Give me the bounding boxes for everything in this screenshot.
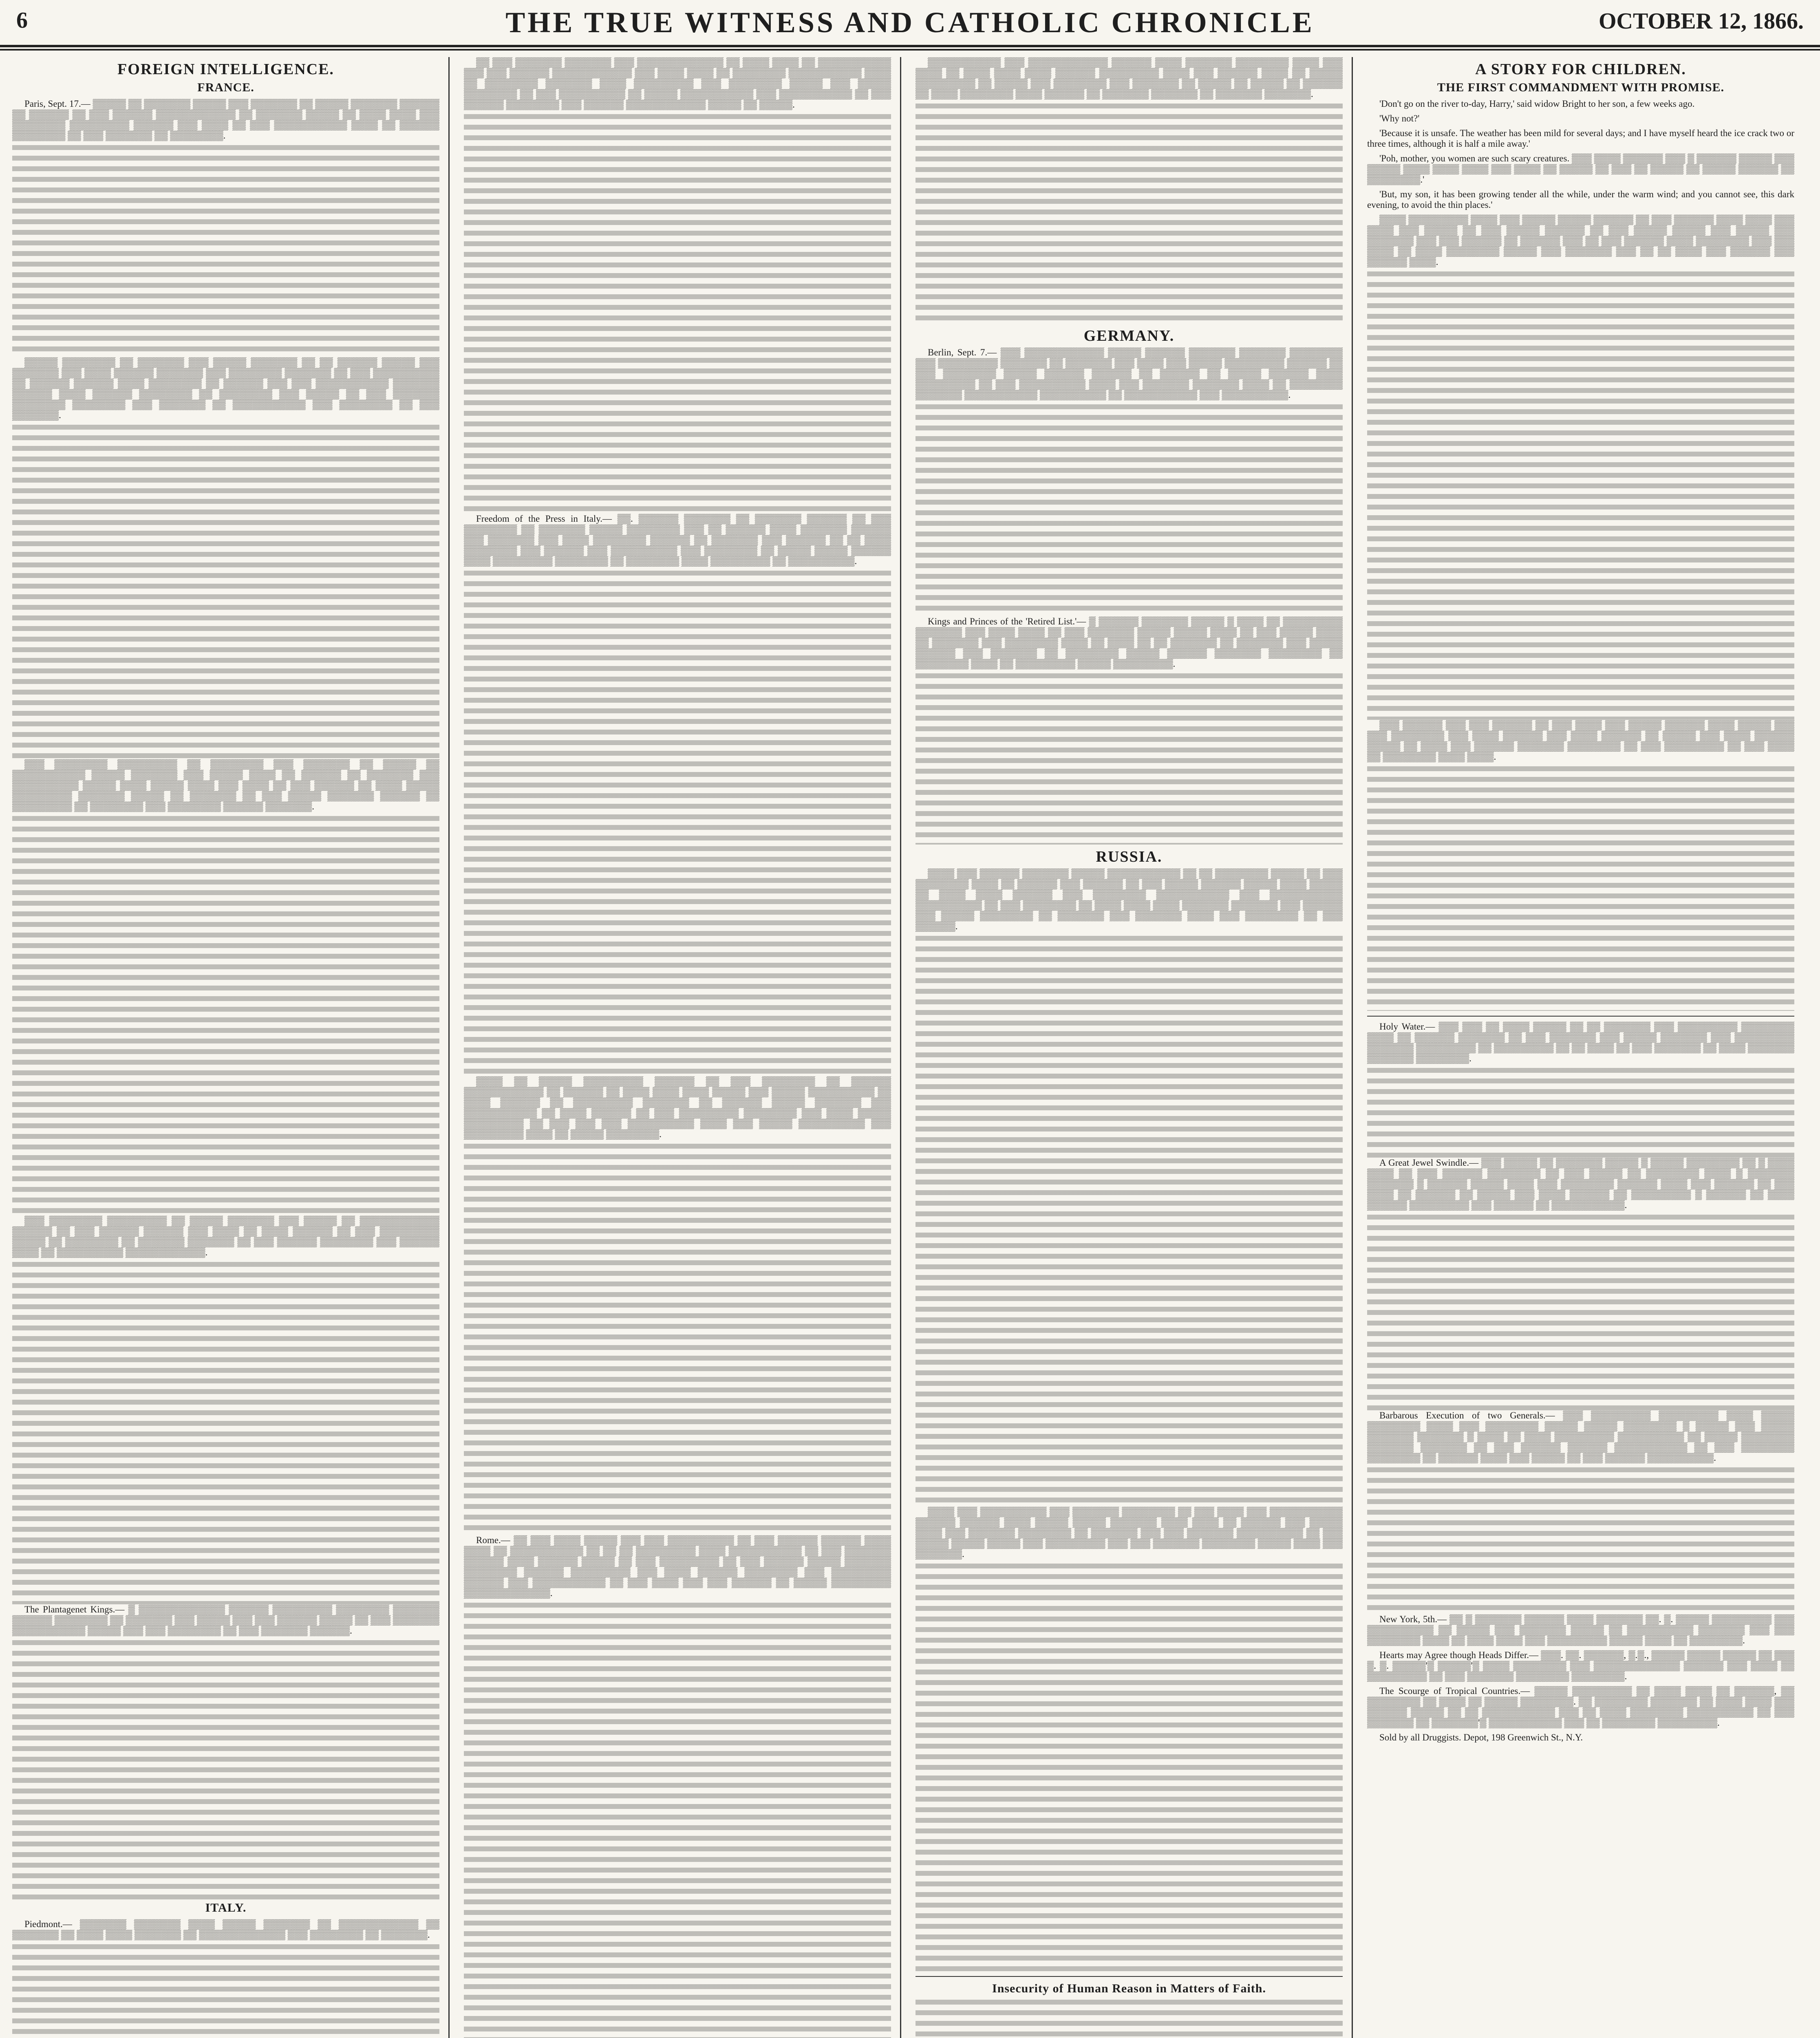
text-block bbox=[916, 673, 1343, 845]
story-paragraph: 'Why not?' bbox=[1379, 113, 1420, 124]
section-heading: RUSSIA. bbox=[1096, 848, 1163, 865]
newspaper-title: THE TRUE WITNESS AND CATHOLIC CHRONICLE bbox=[505, 6, 1315, 39]
article-paragraph: Rome.— ▒▒ ▒▒▒ ▒▒▒▒ ▒▒▒▒▒ ▒▒▒ ▒▒▒ ▒▒▒▒▒▒▒▒▒▒ ▒▒ ▒▒▒ ▒▒▒▒▒▒ ▒▒▒▒▒▒ ▒▒▒▒ ▒▒▒▒ ▒▒ ▒▒▒▒▒▒▒▒▒▒▒ ▒▒ ▒▒ ▒▒ ▒▒▒▒▒▒▒▒▒ ▒▒▒▒ ▒▒▒▒▒▒▒▒▒▒▒ ▒▒ ▒▒▒ ▒▒▒▒▒▒▒ ▒▒▒▒▒▒ ▒▒▒▒ ▒▒▒▒▒▒ ▒▒▒▒▒ ▒▒ ▒▒▒ ▒▒▒▒▒▒▒▒▒ ▒▒ ▒▒▒ ▒▒▒▒▒▒ ▒▒▒▒▒ ▒▒▒▒▒▒▒ ▒▒▒▒▒▒▒▒ ▒▒▒▒▒▒ ▒▒▒▒▒▒▒▒▒ ▒▒▒ ▒▒▒▒ ▒▒▒▒▒▒ ▒▒▒▒▒▒▒▒ ▒▒▒ ▒▒▒▒▒▒▒▒▒ ▒▒▒▒▒▒ ▒▒▒ ▒▒▒▒▒▒▒▒▒▒▒ ▒▒ ▒▒▒ ▒▒▒▒ ▒▒▒ ▒▒▒ ▒▒▒▒▒▒ ▒▒ ▒▒▒▒▒ ▒▒▒▒▒▒▒▒▒ ▒▒▒▒▒▒▒▒▒▒▒▒▒. bbox=[464, 1535, 891, 1598]
article-paragraph: Paris, Sept. 17.— ▒▒▒▒▒ ▒▒ ▒▒▒▒▒▒▒ ▒▒▒▒▒ ▒▒▒ ▒▒▒▒▒▒▒ ▒▒ ▒▒▒▒▒ ▒▒▒▒▒▒▒ ▒▒▒▒▒▒ ▒▒ ▒▒▒▒▒▒ ▒▒ ▒▒▒ ▒▒▒▒▒▒ ▒▒▒▒▒▒▒▒▒▒▒▒ ▒▒ ▒▒▒▒▒▒▒ ▒▒▒▒▒ ▒▒ ▒▒▒▒ ▒▒▒▒ ▒▒▒ ▒▒▒▒▒▒▒▒ ▒▒▒▒▒▒▒▒▒ ▒▒▒▒▒▒ ▒▒▒ ▒▒▒▒ ▒▒ ▒▒▒ ▒▒▒▒▒▒▒▒▒▒▒ ▒▒▒▒ ▒▒ ▒▒▒▒▒▒ ▒▒▒▒▒▒▒▒ ▒▒ ▒▒▒ ▒▒▒▒▒▒▒ ▒▒ ▒▒▒▒▒▒▒▒. bbox=[12, 99, 439, 141]
column-rule bbox=[900, 57, 901, 2038]
issue-date: OCTOBER 12, 1866. bbox=[1598, 9, 1804, 34]
text-block bbox=[916, 1564, 1343, 1971]
subsection-heading: Insecurity of Human Reason in Matters of Faith. bbox=[992, 1982, 1266, 1995]
text-block bbox=[916, 404, 1343, 616]
text-block bbox=[464, 1603, 891, 2038]
story-paragraph: ▒▒▒▒ ▒▒▒▒▒▒▒▒▒ ▒▒▒▒ ▒▒▒ ▒▒▒▒▒ ▒▒▒▒▒ ▒▒▒▒▒▒ ▒▒ ▒▒▒ ▒▒▒▒▒▒ ▒▒▒▒ ▒▒▒▒ ▒▒▒ ▒▒▒▒ ▒▒▒ ▒▒▒▒▒ ▒▒ ▒▒▒ ▒▒▒▒▒ ▒▒▒▒▒▒ ▒▒ ▒▒▒ ▒▒▒▒▒ ▒▒▒▒▒ ▒▒▒ ▒▒▒▒▒ ▒▒▒ ▒▒▒▒▒▒▒ ▒▒▒ ▒▒▒ ▒▒▒▒▒▒ ▒▒ ▒▒▒▒▒▒ ▒▒▒ ▒▒ ▒▒▒ ▒▒▒▒▒▒ ▒▒▒▒ ▒▒▒▒▒▒▒▒ ▒▒▒ ▒▒▒ ▒▒▒▒ ▒▒ ▒▒▒▒ ▒▒▒▒▒▒▒▒ ▒▒▒▒▒ ▒▒▒ ▒▒▒▒▒▒▒ ▒▒▒ ▒▒ ▒▒ ▒▒▒▒ ▒▒▒ ▒▒▒▒▒▒ ▒▒▒ ▒▒▒▒▒▒ ▒▒▒▒. bbox=[1367, 214, 1794, 267]
article-paragraph: Piedmont.— ▒▒▒▒▒▒▒ ▒▒▒▒▒▒▒ ▒▒▒▒ ▒▒▒▒▒ ▒▒▒▒▒▒▒ ▒▒ ▒▒▒▒▒▒▒▒▒▒▒▒ ▒▒ ▒▒▒▒▒▒▒ ▒▒ ▒▒▒▒ ▒▒▒▒ ▒▒▒▒▒▒▒ ▒▒ ▒▒▒▒▒▒▒▒▒▒▒▒▒ ▒▒▒ ▒▒▒▒▒▒▒▒ ▒▒ ▒▒▒▒▒▒▒. bbox=[12, 1919, 439, 1940]
article-paragraph: ▒▒▒▒ ▒▒▒ ▒▒▒▒▒▒ ▒▒▒▒▒▒▒ ▒▒▒▒▒ ▒▒▒▒▒▒▒▒▒▒▒ ▒▒ ▒▒ ▒▒▒▒▒▒▒▒ ▒▒▒▒▒ ▒▒ ▒▒▒ ▒▒▒▒▒▒▒▒ ▒▒▒▒ ▒▒ ▒▒▒▒▒▒ ▒▒▒ ▒▒▒▒▒▒ ▒▒ ▒▒▒ ▒▒▒▒▒ ▒▒▒▒▒▒ ▒▒▒▒▒ ▒▒▒▒ ▒▒▒▒▒ ▒▒ ▒▒▒▒ ▒▒▒▒ ▒▒▒▒▒▒ ▒▒▒ ▒▒▒▒▒▒▒▒ ▒▒▒▒▒▒▒▒▒▒▒ ▒▒▒ ▒▒▒▒▒▒▒▒▒▒▒ ▒▒▒▒▒▒▒▒▒▒ ▒▒ ▒▒▒ ▒▒▒▒▒▒▒▒ ▒▒ ▒▒▒▒ ▒▒▒▒ ▒▒▒▒ ▒▒▒▒▒▒▒ ▒▒▒▒▒▒▒ ▒▒▒ ▒▒▒▒▒▒ ▒▒▒ ▒▒▒▒▒ ▒▒▒▒▒▒▒▒ ▒▒ ▒▒▒▒▒▒▒ ▒▒▒ ▒▒▒▒▒▒▒ ▒▒▒▒ ▒▒▒ ▒▒▒▒▒▒▒▒ ▒▒ ▒▒▒ ▒▒▒▒▒▒. bbox=[916, 868, 1343, 931]
story-paragraph: ▒▒▒ ▒▒▒▒▒▒ ▒▒▒ ▒▒▒ ▒▒▒▒▒▒ ▒▒ ▒▒▒ ▒▒▒▒ ▒▒▒ ▒▒▒▒▒ ▒▒▒▒▒▒ ▒▒▒▒ ▒▒▒▒▒ ▒▒▒ ▒▒▒ ▒▒▒▒▒▒▒▒ ▒▒▒ ▒▒▒▒ ▒▒▒▒▒▒ ▒▒▒ ▒▒▒▒ ▒▒▒▒▒▒ ▒▒ ▒▒▒▒▒ ▒▒▒ ▒▒▒▒ ▒▒▒▒▒▒ ▒▒▒▒▒ ▒▒ ▒▒▒▒ ▒▒▒ ▒▒▒▒▒▒ ▒▒▒▒▒▒▒ ▒▒▒▒▒▒▒▒ ▒▒ ▒▒▒ ▒▒▒▒▒▒▒▒▒ ▒▒ ▒▒▒ ▒▒▒▒ ▒▒ ▒▒▒▒▒▒▒▒ ▒▒▒▒ ▒▒▒▒. bbox=[1367, 720, 1794, 762]
text-block bbox=[916, 2000, 1343, 2038]
text-block bbox=[916, 936, 1343, 1506]
text-block bbox=[1367, 1467, 1794, 1614]
column-4 bbox=[1367, 57, 1794, 2038]
article-paragraph: ▒▒ ▒▒▒ ▒▒▒▒▒▒▒ ▒▒▒▒▒▒▒ ▒▒▒ ▒▒▒▒▒▒▒▒▒▒▒▒▒ ▒▒ ▒▒▒▒ ▒▒▒▒ ▒▒ ▒▒▒▒▒▒▒▒▒▒▒ ▒▒▒ ▒▒▒ ▒▒▒▒▒▒ ▒▒▒▒▒▒▒▒▒▒▒▒ ▒▒▒ ▒▒▒▒ ▒▒▒▒ ▒▒ ▒▒▒▒▒▒▒▒ ▒▒▒▒▒▒▒▒▒▒▒ ▒▒▒▒ ▒▒ ▒▒▒▒▒▒▒▒ ▒▒▒▒▒▒▒ ▒▒▒▒ ▒▒▒▒▒▒▒▒▒ ▒▒▒ ▒▒▒▒▒▒▒▒ ▒▒▒▒▒ ▒▒▒ ▒▒▒▒▒ ▒▒▒▒▒▒▒▒ ▒▒ ▒▒▒ ▒▒▒▒▒▒▒▒▒▒ ▒▒ ▒▒▒▒▒ ▒▒▒▒▒▒▒▒▒▒▒ ▒▒▒ ▒▒▒▒▒▒▒▒▒▒▒ ▒▒ ▒▒▒ ▒▒▒▒▒▒ ▒▒▒▒▒▒▒▒ ▒▒▒ ▒▒▒▒▒▒ ▒▒▒▒▒▒▒▒▒▒▒▒ ▒▒▒▒▒ ▒▒ ▒▒▒▒▒. bbox=[464, 57, 891, 110]
article-paragraph: Barbarous Execution of two Generals.— ▒▒▒ ▒▒▒▒▒▒▒▒▒ ▒▒▒▒▒▒▒▒▒ ▒▒▒▒ ▒▒▒▒▒ ▒▒▒▒▒▒▒▒ ▒▒▒▒ ▒▒▒ ▒▒▒▒▒▒▒▒ ▒▒▒▒▒ ▒▒▒▒▒ ▒▒▒▒▒▒▒▒ ▒ ▒▒▒▒▒ ▒▒▒ ▒▒▒▒▒ ▒▒▒▒▒▒▒ ▒▒▒▒▒▒▒ ▒ ▒▒▒▒ ▒▒ ▒▒▒▒ ▒▒▒▒▒▒▒▒▒ ▒▒▒▒▒▒▒▒▒▒ ▒▒ ▒▒▒▒▒ ▒▒▒▒▒▒▒▒ ▒▒▒▒▒▒▒ ▒▒▒▒▒▒▒ ▒▒ ▒▒▒ ▒▒▒▒▒▒ ▒▒▒▒▒▒ ▒▒▒▒▒▒▒▒▒▒▒ ▒▒ ▒▒▒ ▒▒▒▒▒▒▒▒ ▒▒▒▒▒▒▒▒ ▒▒ ▒▒▒▒▒▒ ▒▒▒▒ ▒▒▒ ▒▒▒▒▒ ▒▒ ▒▒▒ ▒▒▒▒▒▒ ▒▒▒▒▒▒▒▒▒▒. bbox=[1367, 1410, 1794, 1463]
text-block bbox=[916, 104, 1343, 324]
article-paragraph: ▒▒▒ ▒▒▒▒▒▒▒▒ ▒▒▒▒▒▒▒▒▒ ▒▒ ▒▒▒▒▒▒▒▒ ▒▒▒ ▒▒▒▒▒▒▒ ▒▒ ▒▒▒▒▒ ▒▒ ▒▒▒▒▒▒▒▒▒▒▒ ▒▒▒▒▒ ▒▒▒▒▒▒▒ ▒▒▒ ▒▒▒▒▒ ▒▒▒▒ ▒▒ ▒▒▒▒▒▒ ▒▒ ▒▒▒▒▒▒▒ ▒▒▒ ▒▒▒▒▒▒▒▒▒▒ ▒▒▒▒▒ ▒▒▒▒ ▒▒▒▒▒ ▒▒▒▒ ▒▒▒ ▒▒▒▒ ▒▒ ▒▒▒ ▒▒▒▒▒▒ ▒▒ ▒▒▒▒ ▒▒▒▒▒ ▒▒▒▒▒▒▒▒▒ ▒▒▒▒▒▒▒ ▒▒▒▒▒ ▒▒ ▒▒▒▒▒▒▒ ▒▒ ▒▒▒ ▒▒▒▒▒ ▒▒▒▒▒▒▒ ▒▒▒▒▒▒ ▒▒ ▒▒▒▒▒▒▒▒▒ ▒▒ ▒▒▒▒▒▒▒▒ ▒▒▒ ▒▒▒▒▒▒▒▒ ▒▒▒▒▒▒ ▒▒▒▒▒▒▒. bbox=[12, 759, 439, 812]
story-paragraph: 'Poh, mother, you women are such scary creatures. ▒▒▒ ▒▒▒▒ ▒▒▒▒▒▒ ▒▒▒ ▒ ▒▒▒▒▒▒ ▒▒▒▒▒ ▒▒▒ ▒▒▒▒▒ ▒▒▒▒ ▒▒▒▒ ▒▒▒▒ ▒▒▒ ▒▒▒▒ ▒▒ ▒▒▒▒▒ ▒▒ ▒▒▒ ▒▒ ▒▒▒▒▒ ▒▒ ▒▒▒▒▒ ▒▒▒▒▒▒ ▒▒ ▒▒▒▒▒▒▒▒.' bbox=[1367, 153, 1794, 185]
text-block bbox=[464, 1144, 891, 1535]
column-1 bbox=[12, 57, 439, 2038]
column-3 bbox=[916, 57, 1343, 2038]
article-paragraph: ▒▒▒▒▒ ▒▒▒▒▒▒▒▒ ▒▒ ▒▒▒▒▒▒▒ ▒▒▒ ▒▒▒▒▒ ▒▒▒▒▒▒▒ ▒▒ ▒▒ ▒▒▒▒▒▒ ▒▒▒▒▒ ▒▒▒ ▒▒▒▒▒▒▒ ▒▒▒ ▒▒▒▒ ▒▒▒▒▒▒ ▒▒▒▒▒▒▒ ▒▒▒ ▒▒▒▒▒▒▒▒ ▒▒▒▒▒▒▒ ▒▒ ▒▒▒ ▒▒▒▒▒▒▒▒▒▒ ▒▒ ▒▒▒▒▒▒ ▒▒▒▒▒▒ ▒▒▒▒ ▒▒▒▒▒▒▒▒ ▒▒ ▒▒▒▒▒▒ ▒▒▒ ▒▒▒ ▒▒▒▒▒▒▒▒▒▒▒ ▒▒▒▒▒▒▒ ▒▒▒▒▒▒ ▒▒▒▒ ▒▒▒▒▒▒ ▒▒▒▒▒▒▒▒ ▒▒ ▒▒▒▒▒▒▒▒ ▒▒▒ ▒▒▒▒▒ ▒▒ ▒▒▒ ▒▒▒▒▒▒▒ ▒▒▒▒▒▒▒▒ ▒▒▒▒▒▒▒▒ ▒▒▒ ▒▒▒▒▒▒▒ ▒▒ ▒▒▒▒▒▒▒▒▒▒▒ ▒▒▒ ▒▒▒▒▒▒▒▒ ▒▒ ▒▒▒ ▒▒▒▒▒▒▒. bbox=[12, 357, 439, 420]
column-rule bbox=[448, 57, 450, 2038]
article-paragraph: New York, 5th.— ▒▒ ▒ ▒▒▒▒▒▒▒ ▒▒▒▒▒▒ ▒▒▒▒ ▒▒▒▒▒▒▒ ▒▒. ▒. ▒▒▒▒▒ ▒▒▒▒▒▒▒▒▒ ▒▒▒ ▒▒▒▒▒▒▒▒▒▒ ▒▒ ▒▒▒▒▒ ▒▒▒ ▒▒▒▒▒▒▒ ▒▒▒▒▒ ▒▒ ▒▒▒▒▒▒▒▒▒▒ ▒▒▒▒▒▒▒ ▒▒▒ ▒▒▒ ▒▒▒▒▒▒▒▒ ▒▒▒▒ ▒▒ ▒▒▒▒ ▒▒▒▒ ▒▒▒ ▒▒▒▒▒▒▒▒▒ ▒▒▒▒▒ ▒▒▒▒ ▒▒ ▒▒▒▒▒▒▒▒. bbox=[1367, 1614, 1794, 1645]
article-paragraph: Hearts may Agree though Heads Differ.— ▒▒▒. ▒▒. ▒▒▒▒▒▒, ▒.▒., ▒▒▒▒▒ ▒▒▒▒▒ ▒▒▒▒▒ ▒▒ ▒▒▒ ▒. ▒. ▒▒▒▒▒'▒ ▒▒▒▒▒'▒ ▒▒▒▒ ▒▒▒▒▒▒▒▒ ▒▒▒ ▒▒▒▒▒▒▒▒▒▒▒▒▒ ▒▒▒▒▒▒ ▒▒▒ ▒▒▒▒ ▒▒ ▒▒▒▒▒▒▒▒▒ ▒▒ ▒▒▒ ▒▒▒▒▒▒▒ ▒▒▒▒▒▒▒▒ ▒▒▒▒▒▒▒▒. bbox=[1367, 1650, 1794, 1681]
subsection-heading: FRANCE. bbox=[197, 81, 254, 94]
text-block bbox=[1367, 271, 1794, 720]
text-block bbox=[1367, 1068, 1794, 1158]
text-block bbox=[12, 1640, 439, 1901]
article-divider bbox=[916, 1976, 1343, 1977]
article-paragraph: Kings and Princes of the 'Retired List.'— ▒ ▒▒▒▒▒▒ ▒▒▒▒▒▒▒ ▒▒▒▒▒ ▒ ▒▒▒▒ ▒▒ ▒▒▒▒▒▒▒▒▒ ▒▒▒▒▒▒▒ ▒▒▒ ▒▒▒▒ ▒▒▒▒ ▒▒ ▒▒▒ ▒▒▒▒▒▒▒ ▒▒▒▒▒ ▒▒▒▒▒ ▒▒▒▒ ▒▒ ▒▒▒ ▒▒▒▒▒ ▒▒▒▒ ▒▒ ▒▒▒▒▒▒▒ ▒▒▒ ▒▒▒▒▒▒▒▒ ▒▒▒▒ ▒▒ ▒▒▒▒ ▒▒ ▒▒ ▒▒▒▒▒▒▒ ▒▒ ▒▒▒▒▒▒▒ ▒▒▒ ▒▒▒▒▒ ▒▒▒▒▒▒ ▒▒▒ ▒▒▒▒▒▒▒ ▒▒ ▒▒▒▒▒▒▒▒ ▒▒▒▒▒ ▒▒▒▒▒▒ ▒▒▒▒▒▒▒ ▒▒▒▒▒▒▒▒ ▒▒ ▒▒▒▒▒▒▒▒ ▒▒▒▒ ▒▒ ▒▒▒▒▒▒▒▒▒ ▒▒▒▒▒ ▒▒▒▒▒▒▒▒▒. bbox=[916, 616, 1343, 669]
section-heading: A STORY FOR CHILDREN. bbox=[1475, 61, 1686, 78]
article-paragraph: Holy Water.— ▒▒▒ ▒▒▒ ▒▒ ▒▒▒▒ ▒▒▒▒▒ ▒▒ ▒▒ ▒▒▒▒▒▒▒ ▒▒▒ ▒▒▒▒▒▒▒▒▒ ▒▒▒▒▒▒▒▒ ▒▒▒▒ ▒▒ ▒▒▒▒▒▒ ▒▒▒▒▒▒▒ ▒▒ ▒▒▒ ▒▒▒▒▒▒▒ ▒▒▒ ▒▒▒▒▒ ▒▒▒▒▒▒▒ ▒▒▒ ▒▒▒▒▒▒▒▒▒ ▒▒▒▒▒▒▒ ▒▒▒▒▒▒▒▒▒ ▒▒ ▒▒▒▒▒▒▒▒▒ ▒▒ ▒▒ ▒▒▒▒ ▒▒ ▒▒▒ ▒▒▒▒▒▒▒ ▒▒ ▒▒▒▒ ▒▒▒▒▒▒▒ ▒▒▒▒▒▒▒ ▒▒▒▒▒▒▒▒. bbox=[1367, 1021, 1794, 1063]
text-block bbox=[464, 114, 891, 514]
text-block bbox=[464, 571, 891, 1076]
text-block bbox=[12, 145, 439, 357]
masthead bbox=[0, 0, 1820, 47]
article-paragraph: The Scourge of Tropical Countries.— ▒▒▒▒▒ ▒▒▒▒▒▒▒▒▒ ▒▒ ▒▒▒▒ ▒▒▒▒ ▒▒ ▒▒▒▒▒▒, ▒▒ ▒▒▒▒▒▒▒▒ ▒▒ ▒▒▒▒ ▒▒ ▒▒▒▒▒ ▒▒▒▒▒▒▒▒. ▒▒ ▒▒▒▒▒▒▒▒ ▒▒▒▒▒▒▒ ▒▒ ▒▒▒▒ ▒▒▒▒ ▒▒▒ ▒▒▒▒▒▒ ▒▒▒▒▒ ▒▒ ▒▒ ▒▒▒▒▒▒▒▒▒▒▒ ▒▒▒ ▒▒ ▒▒▒▒ ▒▒▒▒▒▒▒▒ ▒▒▒▒▒▒▒▒▒▒ ▒▒ ▒▒▒ ▒▒▒▒▒▒▒ ▒▒ ▒▒▒▒▒▒▒'▒ ▒▒▒▒▒▒▒▒▒▒▒ ▒▒▒ ▒▒ ▒▒▒▒▒▒▒▒ ▒▒▒▒▒▒▒▒▒. bbox=[1367, 1686, 1794, 1728]
section-heading: GERMANY. bbox=[1083, 327, 1175, 344]
subsection-heading: ITALY. bbox=[205, 1901, 247, 1914]
column-2 bbox=[464, 57, 891, 2038]
page-number: 6 bbox=[16, 8, 28, 33]
text-block bbox=[1367, 1215, 1794, 1410]
text-block bbox=[12, 816, 439, 1215]
subsection-heading: THE FIRST COMMANDMENT WITH PROMISE. bbox=[1437, 81, 1725, 94]
story-paragraph: 'Because it is unsafe. The weather has been mild for several days; and I have myself heard the ice crack two or three times, although it is half a mile away.' bbox=[1367, 128, 1794, 149]
text-block bbox=[12, 1944, 439, 2038]
text-block bbox=[12, 425, 439, 759]
article-divider bbox=[1367, 1016, 1794, 1017]
article-paragraph: Freedom of the Press in Italy.— ▒▒. ▒▒▒▒▒▒ ▒▒▒▒▒▒▒ ▒▒ ▒▒▒▒▒▒▒ ▒▒▒▒▒▒ ▒▒ ▒▒▒ ▒▒▒▒▒▒▒▒ ▒▒ ▒▒▒▒▒▒▒ ▒▒▒▒▒ ▒▒▒▒▒▒▒▒ ▒▒▒ ▒▒ ▒▒▒▒▒▒ ▒▒▒▒ ▒▒▒▒▒▒▒ ▒▒▒▒▒▒ ▒▒▒ ▒▒▒▒▒▒▒ ▒▒▒ ▒▒▒▒ ▒▒▒▒▒▒▒▒ ▒▒▒▒▒▒ ▒▒ ▒▒▒▒▒▒▒ ▒▒▒ ▒▒▒▒▒▒ ▒▒ ▒▒ ▒▒▒▒ ▒▒▒▒▒▒▒▒ ▒▒▒ ▒▒▒▒▒▒ ▒▒▒ ▒▒▒▒▒▒▒▒▒▒ ▒▒▒ ▒▒▒▒▒▒▒▒ ▒▒ ▒▒▒▒▒ ▒▒▒▒▒ ▒▒▒▒▒▒ ▒▒▒▒ ▒▒▒▒▒▒▒▒▒ ▒▒▒▒▒▒▒▒ ▒▒ ▒▒▒▒▒▒▒▒ ▒▒▒▒ ▒▒▒▒▒▒▒▒▒ ▒▒ ▒▒▒▒▒▒▒▒▒▒. bbox=[464, 514, 891, 566]
article-paragraph: The Plantagenet Kings.— ▒ ▒▒▒▒▒▒▒▒▒▒▒▒▒ ▒▒▒▒▒▒ ▒▒▒▒▒▒▒▒▒ ▒▒▒▒▒▒▒▒ ▒▒▒▒▒▒▒ ▒▒▒▒▒▒ ▒▒▒▒▒▒▒▒ ▒▒ ▒▒▒▒▒▒▒ ▒▒▒ ▒▒▒▒▒ ▒▒▒ ▒▒▒ ▒▒▒▒▒▒ ▒▒▒▒▒ ▒▒ ▒▒▒ ▒▒▒▒▒▒▒ ▒▒▒▒▒▒▒▒▒▒▒ ▒▒▒▒▒ ▒▒▒ ▒▒▒ ▒▒▒▒▒▒▒▒ ▒▒ ▒▒▒ ▒▒▒▒▒▒▒ ▒▒▒▒▒▒. bbox=[12, 1604, 439, 1636]
article-paragraph: ▒▒▒▒ ▒▒▒ ▒▒▒▒▒▒▒▒▒▒ ▒▒▒ ▒▒▒▒▒▒▒ ▒▒▒▒▒▒▒▒ ▒▒ ▒▒▒ ▒▒▒▒ ▒▒▒ ▒▒▒▒▒▒▒▒▒▒▒ ▒▒▒▒▒▒ ▒▒▒▒▒▒ ▒▒▒▒ ▒▒▒▒▒ ▒▒▒▒▒ ▒▒▒▒▒▒▒ ▒▒▒▒ ▒▒▒▒ ▒▒ ▒▒▒▒▒▒ ▒▒▒ ▒▒▒▒▒ ▒▒▒▒ ▒▒▒ ▒▒▒▒▒▒▒ ▒▒▒▒▒▒▒▒ ▒▒ ▒▒▒▒▒▒▒ ▒▒▒ ▒▒▒ ▒▒▒▒▒▒▒ ▒▒▒▒▒▒▒▒▒▒ ▒▒ ▒▒▒ ▒▒▒▒▒ ▒▒▒▒▒ ▒▒▒▒▒ ▒▒▒ ▒▒▒▒▒▒▒▒▒ ▒▒▒ ▒▒▒ ▒▒▒▒▒▒▒ ▒▒▒▒▒▒▒▒ ▒▒▒▒▒ ▒▒▒▒ ▒▒▒ ▒▒▒▒▒▒▒. bbox=[916, 1506, 1343, 1559]
story-paragraph: 'But, my son, it has been growing tender all the while, under the warm wind; and you cannot see, this dark evening, to avoid the thin places.' bbox=[1367, 189, 1794, 210]
advertisement-text: Sold by all Druggists. Depot, 198 Greenwich St., N.Y. bbox=[1379, 1732, 1583, 1742]
article-paragraph: Berlin, Sept. 7.— ▒▒▒ ▒▒▒▒▒▒▒▒▒▒▒▒ ▒▒▒▒▒ ▒▒▒▒▒▒ ▒▒▒▒▒▒▒ ▒▒▒▒▒▒▒ ▒▒▒▒▒▒▒▒ ▒▒▒ ▒▒▒▒▒▒▒▒▒ ▒▒▒▒▒▒▒ ▒▒ ▒▒▒▒▒▒▒ ▒▒▒ ▒▒▒▒ ▒▒▒ ▒▒▒▒▒ ▒▒▒▒▒▒▒▒▒ ▒▒▒▒▒▒ ▒▒ ▒▒▒ ▒▒▒▒▒▒▒▒ ▒▒▒▒▒ ▒▒▒▒▒▒ ▒▒▒▒▒▒ ▒▒ ▒▒▒▒▒▒ ▒▒ ▒▒▒▒▒ ▒▒▒▒▒▒ ▒▒▒▒ ▒▒▒▒▒▒▒▒▒ ▒▒ ▒▒▒ ▒▒▒▒▒▒▒▒▒▒ ▒▒▒▒ ▒▒▒ ▒▒▒▒▒▒▒ ▒▒▒▒▒▒▒ ▒▒▒▒ ▒▒ ▒▒▒▒▒▒▒▒ ▒▒▒▒▒▒▒ ▒▒▒▒▒▒▒▒▒▒▒ ▒▒▒▒▒▒▒▒▒▒ ▒▒ ▒▒▒▒▒▒▒▒▒▒▒ ▒▒▒ ▒▒▒▒▒▒▒▒▒▒. bbox=[916, 347, 1343, 400]
masthead-rule bbox=[0, 49, 1820, 51]
text-block bbox=[12, 1262, 439, 1604]
article-paragraph: A Great Jewel Swindle.— ▒▒▒ ▒▒▒▒▒ ▒▒ ▒▒▒▒▒▒▒ ▒▒▒▒▒ ▒ ▒▒▒▒▒ ▒▒▒▒▒▒▒▒ ▒▒ ▒ ▒▒▒▒ ▒▒▒▒ ▒▒ ▒▒▒ ▒▒▒▒▒▒ ▒▒▒▒▒▒▒▒ ▒▒ ▒▒▒ ▒▒▒▒▒ ▒▒ ▒▒▒▒▒▒▒▒ ▒▒▒▒ ▒ ▒▒▒▒▒▒▒ ▒▒▒▒▒▒▒ ▒ ▒▒▒▒▒▒ ▒▒▒▒▒ ▒▒▒▒ ▒▒▒ ▒▒▒▒▒▒▒▒ ▒▒▒▒▒▒ ▒▒▒▒ ▒▒▒ ▒▒▒▒▒▒ ▒▒ ▒▒▒ ▒▒▒▒ ▒▒ ▒▒▒▒▒▒ ▒▒ ▒▒▒▒▒ ▒▒▒ ▒▒▒▒ ▒▒▒▒▒▒ ▒▒ ▒▒▒▒▒▒▒▒▒ ▒ ▒▒▒▒▒▒ ▒▒ ▒▒▒▒ ▒▒▒▒▒▒ ▒▒▒▒▒▒▒▒▒ ▒▒▒ ▒▒▒▒▒▒ ▒▒ ▒▒▒▒▒▒▒▒▒▒▒. bbox=[1367, 1158, 1794, 1210]
story-paragraph: 'Don't go on the river to-day, Harry,' said widow Bright to her son, a few weeks ago. bbox=[1379, 99, 1695, 109]
column-rule bbox=[1352, 57, 1353, 2038]
article-paragraph: ▒▒▒ ▒▒▒▒▒▒▒▒ ▒▒▒▒▒▒▒▒▒ ▒▒ ▒▒▒▒▒ ▒▒▒▒▒▒▒ ▒▒▒ ▒▒▒▒▒ ▒▒ ▒▒▒▒▒▒▒▒▒▒▒▒ ▒▒▒▒▒▒ ▒▒ ▒▒▒ ▒▒▒▒▒▒ ▒▒▒▒▒▒ ▒▒▒ ▒▒▒▒ ▒▒ ▒▒▒▒ ▒▒▒▒▒▒ ▒▒ ▒▒▒ ▒▒▒▒▒▒▒▒▒ ▒▒▒▒▒ ▒▒ ▒▒▒▒▒▒▒▒ ▒▒ ▒▒▒▒▒▒▒ ▒▒▒▒▒▒▒ ▒▒ ▒▒▒ ▒▒▒▒▒▒ ▒▒▒▒▒▒▒▒ ▒▒▒ ▒▒▒▒▒▒ ▒▒▒▒ ▒▒ ▒▒▒▒▒▒▒▒▒▒ ▒▒▒▒▒▒▒▒▒▒▒▒. bbox=[12, 1215, 439, 1257]
section-heading: FOREIGN INTELLIGENCE. bbox=[117, 61, 334, 78]
article-paragraph: ▒▒▒▒ ▒▒ ▒▒▒▒▒ ▒▒▒▒▒▒▒▒▒ ▒▒▒▒▒▒ ▒▒ ▒▒▒ ▒▒▒▒▒▒▒▒ ▒▒ ▒▒▒▒▒▒ ▒▒▒▒▒▒▒▒▒▒▒▒ ▒▒ ▒▒▒▒▒▒ ▒▒ ▒▒▒▒ ▒▒▒▒ ▒▒▒▒ ▒▒▒▒▒ ▒▒▒ ▒▒▒▒▒ ▒▒▒▒▒▒▒▒▒▒ ▒▒ ▒▒▒▒ ▒▒▒▒▒▒ ▒▒ ▒▒▒▒▒▒▒▒▒ ▒▒▒▒▒▒▒ ▒▒ ▒▒▒▒▒▒ ▒▒▒▒▒ ▒▒▒▒▒▒▒ ▒▒▒ ▒▒▒▒▒▒▒▒▒▒▒ ▒▒ ▒▒▒▒ ▒▒▒▒▒▒ ▒▒ ▒▒▒ ▒▒▒▒▒▒▒▒▒ ▒▒▒▒▒▒▒▒ ▒▒▒ ▒▒▒▒ ▒▒▒▒▒ ▒▒▒▒▒▒▒▒▒ ▒▒ ▒▒▒ ▒▒▒ ▒▒▒ ▒▒▒▒▒▒▒▒▒▒ ▒▒▒▒ ▒▒▒ ▒▒▒▒▒ ▒▒▒▒▒▒▒▒▒▒ ▒▒▒ ▒▒▒▒▒▒▒▒▒ ▒▒▒▒ ▒▒ ▒▒▒▒▒ ▒▒▒▒▒▒▒▒. bbox=[464, 1076, 891, 1139]
article-paragraph: ▒▒▒▒▒▒▒▒▒▒▒ ▒▒▒ ▒▒▒▒▒▒▒▒▒▒▒▒ ▒▒▒▒▒▒ ▒▒▒▒ ▒▒▒▒▒▒▒ ▒▒▒▒▒▒▒▒ ▒▒▒▒ ▒▒▒ ▒▒▒▒ ▒▒ ▒▒▒▒ ▒▒▒▒ ▒▒▒▒ ▒▒▒▒▒▒ ▒▒▒▒▒▒▒▒▒ ▒▒▒▒ ▒▒▒ ▒▒▒▒▒▒ ▒▒▒▒ ▒▒ ▒▒▒▒▒ ▒▒▒▒▒▒▒▒▒ ▒▒ ▒▒▒▒▒ ▒▒▒ ▒▒▒▒▒▒▒▒ ▒▒▒ ▒▒▒▒▒▒▒ ▒▒ ▒▒▒▒▒ ▒▒ ▒▒▒▒▒ ▒▒ ▒▒▒▒▒▒ ▒▒ ▒▒▒▒ ▒▒▒▒▒▒▒▒ ▒▒▒▒ ▒▒▒▒▒▒ ▒▒ ▒▒▒▒▒▒▒ ▒▒▒▒▒▒▒ ▒▒ ▒▒▒▒▒▒▒ ▒▒▒▒▒▒▒. bbox=[916, 57, 1343, 99]
text-block bbox=[1367, 766, 1794, 1011]
